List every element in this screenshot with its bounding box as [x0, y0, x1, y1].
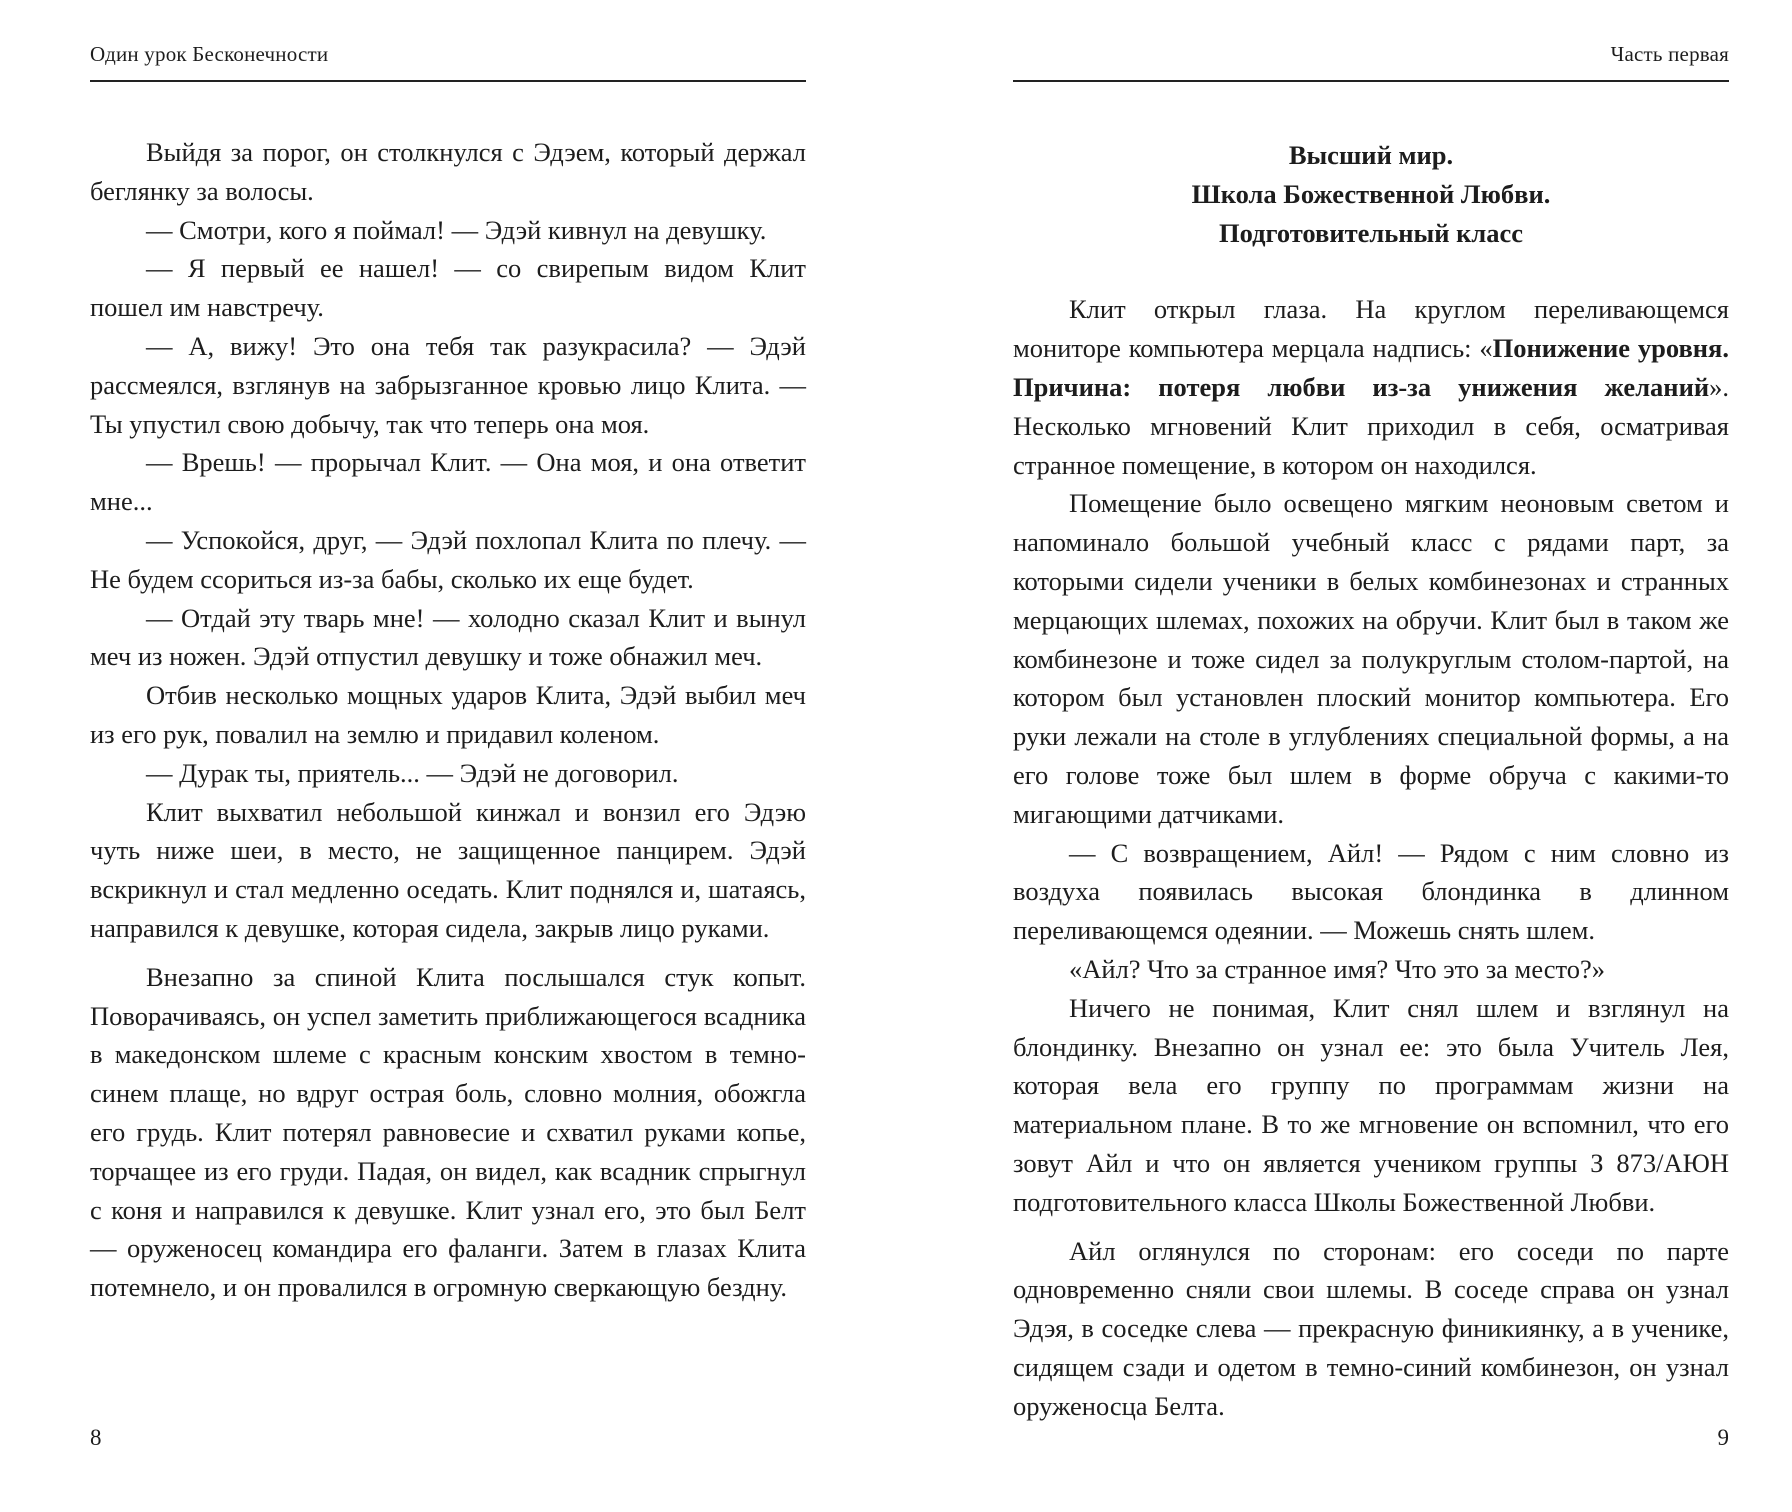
paragraph: — Я первый ее нашел! — со свирепым видом Клит пошел им навстречу. — [90, 253, 806, 323]
paragraph-text: ». Несколько мгновений Клит приходил в себя, осматривая странное помещение, в котором он находился. — [1013, 371, 1729, 480]
running-head-right: Часть первая — [1610, 42, 1729, 66]
left-page — [90, 0, 806, 1512]
paragraph: — Смотри, кого я поймал! — Эдэй кивнул на девушку. — [146, 214, 767, 245]
paragraph: — Успокойся, друг, — Эдэй похлопал Клита по плечу. — Не будем ссориться из-за бабы, сколько их еще будет. — [90, 524, 806, 594]
paragraph — [1013, 290, 1729, 484]
paragraph: Помещение было освещено мягким неоновым светом и напоминало большой учебный класс с рядами парт, за которыми сидели ученики в белых комбинезонах и странных мерцающих шлемах, похожих на обручи. Клит был в таком же комбинезоне и тоже сидел за полукруглым столом-партой, на котором был установлен плоский монитор компьютера. Его руки лежали на столе в углублениях специальной формы, а на его голове тоже был шлем в форме обруча с какими-то мигающими датчиками. — [1013, 488, 1729, 829]
page-number-left: 8 — [90, 1425, 102, 1450]
chapter-heading-line: Подготовительный класс — [1218, 217, 1524, 248]
header-rule-right — [1013, 80, 1729, 82]
paragraph: Выйдя за порог, он столкнулся с Эдэем, который держал беглянку за волосы. — [90, 137, 806, 206]
paragraph: — Отдай эту тварь мне! — холодно сказал Клит и вынул меч из ножен. Эдэй отпустил девушку и тоже обнажил меч. — [90, 602, 806, 672]
chapter-heading — [1013, 136, 1729, 252]
header-rule-left — [90, 80, 806, 82]
page-number-right: 9 — [1717, 1425, 1729, 1450]
right-page-text — [1013, 136, 1729, 1426]
paragraph: «Айл? Что за странное имя? Что это за место?» — [1069, 953, 1606, 984]
paragraph: Внезапно за спиной Клита послышался стук копыт. Поворачиваясь, он успел заметить приближающегося всадника в македонском шлеме с красным конским хвостом в темно-синем плаще, но вдруг острая боль, словно молния, обожгла его грудь. Клит потерял равновесие и схватил руками копье, торчащее из его груди. Падая, он видел, как всадник спрыгнул с коня и направился к девушке. Клит узнал его, это был Белт — оруженосец командира его фаланги. Затем в глазах Клита потемнело, и он провалился в огромную сверкающую бездну. — [90, 961, 806, 1303]
paragraph: — А, вижу! Это она тебя так разукрасила? — Эдэй рассмеялся, взглянув на забрызганное кровью лицо Клита. — Ты упустил свою добычу, так что теперь она моя. — [90, 330, 806, 439]
paragraph: Отбив несколько мощных ударов Клита, Эдэй выбил меч из его рук, повалил на землю и придавил коленом. — [90, 680, 806, 749]
paragraph: Айл оглянулся по сторонам: его соседи по парте одновременно сняли свои шлемы. В соседе справа он узнал Эдэя, в соседке слева — прекрасную финикиянку, а в ученике, сидящем сзади и одетом в темно-синий комбинезон, он узнал оруженосца Белта. — [1013, 1235, 1729, 1421]
paragraph: Ничего не понимая, Клит снял шлем и взглянул на блондинку. Внезапно он узнал ее: это была Учитель Лея, которая вела его группу по программам жизни на материальном плане. В то же мгновение он вспомнил, что его зовут Айл и что он является учеником группы З 873/АЮН подготовительного класса Школы Божественной Любви. — [1013, 992, 1729, 1217]
paragraph: — Дурак ты, приятель... — Эдэй не договорил. — [146, 757, 679, 788]
paragraph-text: Клит открыл глаза. На круглом переливающемся мониторе компьютера мерцала надпись: « — [1013, 294, 1729, 364]
chapter-heading-line: Высший мир. — [1288, 140, 1454, 170]
left-page-text — [90, 133, 806, 1307]
paragraph: — С возвращением, Айл! — Рядом с ним словно из воздуха появилась высокая блондинка в длинном переливающемся одеянии. — Можешь снять шлем. — [1013, 837, 1729, 946]
paragraph: Клит выхватил небольшой кинжал и вонзил его Эдэю чуть ниже шеи, в место, не защищенное панцирем. Эдэй вскрикнул и стал медленно оседать. Клит поднялся и, шатаясь, направился к девушке, которая сидела, закрыв лицо руками. — [90, 796, 806, 943]
running-head-left: Один урок Бесконечности — [90, 42, 329, 66]
right-page — [1013, 0, 1729, 1512]
monitor-message: Понижение уровня. Причина: потеря любви из-за унижения желаний — [1013, 333, 1729, 402]
chapter-heading-line: Школа Божественной Любви. — [1191, 178, 1551, 209]
paragraph: — Врешь! — прорычал Клит. — Она моя, и она ответит мне... — [90, 447, 806, 517]
